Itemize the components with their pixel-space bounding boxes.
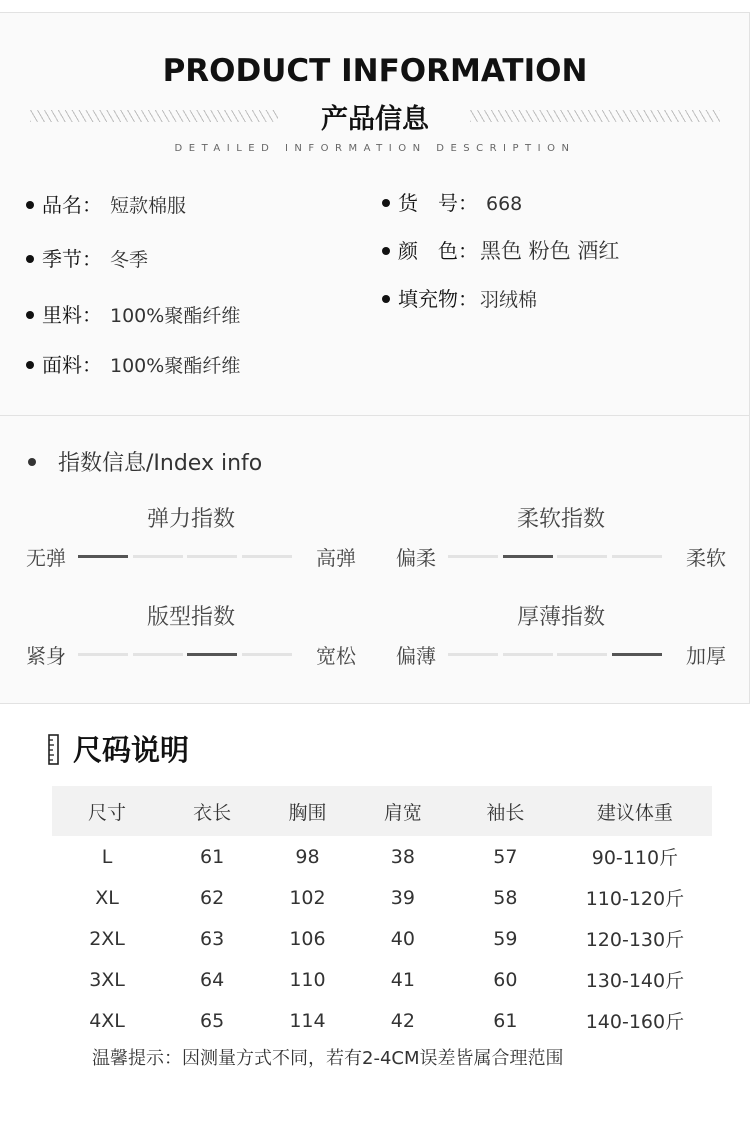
bullet-icon: [382, 247, 390, 255]
table-cell: 40: [390, 927, 415, 950]
scale-high-label: 宽松: [316, 644, 356, 668]
scale-segment: [133, 555, 183, 558]
scale-fit: [26, 600, 356, 670]
table-header-cell: 尺寸: [52, 786, 162, 836]
scale-name: 柔软指数: [516, 507, 605, 532]
product-info-panel: [0, 12, 750, 416]
table-cell: 41: [390, 968, 415, 991]
scale-low-label: 紧身: [26, 644, 66, 668]
scale-segment: [242, 653, 292, 656]
scale-segment: [503, 653, 553, 656]
table-cell: 120-130斤: [585, 929, 685, 951]
title-en: PRODUCT INFORMATION: [162, 53, 588, 89]
table-cell: 58: [493, 886, 518, 909]
scale-segment-active: [78, 555, 128, 558]
ruler-icon: [48, 734, 59, 765]
table-header-cell: 肩宽: [353, 786, 453, 836]
scale-segment: [448, 555, 498, 558]
table-cell: 60: [493, 968, 518, 991]
table-cell: 39: [390, 886, 415, 909]
table-header-cell: 建议体重: [558, 786, 712, 836]
table-cell: 62: [200, 886, 225, 909]
subtitle: DETAILED INFORMATION DESCRIPTION: [174, 143, 576, 154]
scale-thickness: [396, 600, 726, 670]
bullet-icon: [26, 311, 34, 319]
scale-segment: [78, 653, 128, 656]
scale-elasticity: [26, 502, 356, 572]
spec-fabric: 面料： 100%聚酯纤维: [26, 349, 240, 378]
spec-item-number: 货 号： 668: [382, 187, 522, 216]
spec-filling: 填充物： 羽绒棉: [382, 283, 537, 312]
scale-segment: [448, 653, 498, 656]
scale-high-label: 加厚: [686, 644, 726, 668]
bullet-icon: [26, 255, 34, 263]
table-cell: XL: [95, 886, 119, 909]
size-table: [52, 786, 712, 1041]
index-heading: 指数信息/Index info: [28, 446, 262, 477]
spec-colors: 颜 色：黑色 粉色 酒红: [382, 235, 619, 265]
table-header-row: [52, 786, 712, 836]
table-cell: 102: [289, 886, 326, 909]
table-cell: 61: [200, 845, 225, 868]
table-cell: 114: [289, 1009, 326, 1032]
table-cell: 59: [493, 927, 518, 950]
bullet-icon: [382, 295, 390, 303]
table-cell: 65: [200, 1009, 225, 1032]
scale-segment: [612, 555, 662, 558]
scale-segment-active: [187, 653, 237, 656]
scale-name: 弹力指数: [146, 507, 235, 532]
table-header-cell: 袖长: [453, 786, 558, 836]
table-cell: 130-140斤: [585, 970, 685, 992]
table-cell: 110-120斤: [585, 888, 685, 910]
table-row: [52, 959, 712, 1000]
scale-track: [78, 555, 292, 558]
measurement-tip: 温馨提示：因测量方式不同，若有2-4CM误差皆属合理范围: [92, 1048, 564, 1069]
table-row: [52, 877, 712, 918]
table-row: [52, 836, 712, 877]
bullet-icon: [26, 361, 34, 369]
table-cell: L: [101, 845, 113, 868]
scale-track: [448, 653, 662, 656]
table-cell: 140-160斤: [585, 1011, 685, 1033]
table-header-cell: 衣长: [162, 786, 262, 836]
spec-lining: 里料： 100%聚酯纤维: [26, 299, 240, 328]
table-cell: 110: [289, 968, 326, 991]
decorative-hatch-right: [470, 110, 720, 122]
scale-name: 厚薄指数: [516, 605, 605, 630]
scale-segment: [557, 555, 607, 558]
size-chart-title: 尺码说明: [48, 728, 189, 769]
table-row: [52, 1000, 712, 1041]
table-cell: 98: [295, 845, 320, 868]
scale-low-label: 偏薄: [396, 644, 436, 668]
title-cn: 产品信息: [321, 104, 429, 135]
scale-low-label: 无弹: [26, 546, 66, 570]
scale-segment-active: [612, 653, 662, 656]
scale-name: 版型指数: [146, 605, 235, 630]
table-cell: 3XL: [89, 968, 125, 991]
table-cell: 38: [390, 845, 415, 868]
table-row: [52, 918, 712, 959]
table-cell: 4XL: [89, 1009, 125, 1032]
table-cell: 61: [493, 1009, 518, 1032]
scale-softness: [396, 502, 726, 572]
spec-season: 季节： 冬季: [26, 243, 148, 272]
spec-name: 品名： 短款棉服: [26, 189, 186, 218]
decorative-hatch-left: [30, 110, 278, 122]
table-cell: 2XL: [89, 927, 125, 950]
bullet-icon: [382, 199, 390, 207]
index-info-panel: [0, 416, 750, 704]
table-cell: 63: [200, 927, 225, 950]
table-cell: 106: [289, 927, 326, 950]
bullet-icon: [28, 458, 36, 466]
table-cell: 42: [390, 1009, 415, 1032]
table-cell: 64: [200, 968, 225, 991]
scale-segment: [557, 653, 607, 656]
scale-high-label: 高弹: [316, 546, 356, 570]
scale-track: [78, 653, 292, 656]
bullet-icon: [26, 201, 34, 209]
title-cn-row: [0, 97, 750, 137]
scale-segment: [187, 555, 237, 558]
scale-high-label: 柔软: [686, 546, 726, 570]
scale-segment: [133, 653, 183, 656]
table-header-cell: 胸围: [262, 786, 353, 836]
table-cell: 90-110斤: [591, 847, 679, 869]
scale-segment-active: [503, 555, 553, 558]
scale-segment: [242, 555, 292, 558]
scale-low-label: 偏柔: [396, 546, 436, 570]
scale-track: [448, 555, 662, 558]
table-cell: 57: [493, 845, 518, 868]
